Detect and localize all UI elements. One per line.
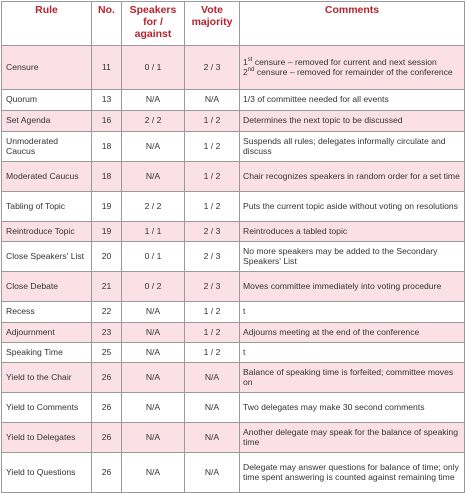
rule-cell: Tabling of Topic [2,192,92,222]
rule-cell: Yield to Delegates [2,423,92,453]
comment-cell: Another delegate may speak for the balance of speaking time [240,423,465,453]
number-cell: 20 [92,242,122,272]
vote-cell: 2 / 3 [185,272,240,302]
vote-cell: 1 / 2 [185,111,240,132]
vote-cell: 2 / 3 [185,46,240,90]
speakers-cell: 2 / 2 [122,111,185,132]
table-row [2,242,465,272]
speakers-cell: 0 / 2 [122,272,185,302]
header-speakers: Speakers for / against [122,2,185,46]
rule-cell: Moderated Caucus [2,162,92,192]
number-cell: 18 [92,132,122,162]
comment-cell: Determines the next topic to be discussed [240,111,465,132]
comment-cell: Balance of speaking time is forfeited; committee moves on [240,363,465,393]
number-cell: 11 [92,46,122,90]
table-row [2,423,465,453]
speakers-cell: 0 / 1 [122,46,185,90]
number-cell: 19 [92,192,122,222]
rule-cell: Yield to Comments [2,393,92,423]
speakers-cell: N/A [122,363,185,393]
rule-cell: Set Agenda [2,111,92,132]
number-cell: 23 [92,323,122,343]
rule-cell: Close Speakers' List [2,242,92,272]
table-row [2,111,465,132]
speakers-cell: N/A [122,423,185,453]
vote-cell: N/A [185,423,240,453]
table-row [2,272,465,302]
number-cell: 22 [92,302,122,323]
speakers-cell: N/A [122,90,185,111]
table-row [2,132,465,162]
rule-cell: Yield to the Chair [2,363,92,393]
vote-cell: N/A [185,393,240,423]
table-row [2,323,465,343]
number-cell: 18 [92,162,122,192]
table-row [2,302,465,323]
vote-cell: 1 / 2 [185,302,240,323]
comment-cell: 1/3 of committee needed for all events [240,90,465,111]
rule-cell: Recess [2,302,92,323]
vote-cell: 1 / 2 [185,323,240,343]
rule-cell: Close Debate [2,272,92,302]
table-row [2,343,465,363]
number-cell: 26 [92,453,122,493]
header-row [2,2,465,46]
speakers-cell: N/A [122,162,185,192]
table-row [2,393,465,423]
comment-cell: Moves committee immediately into voting procedure [240,272,465,302]
rule-cell: Reintroduce Topic [2,222,92,242]
table-row [2,90,465,111]
number-cell: 26 [92,393,122,423]
rule-cell: Speaking Time [2,343,92,363]
speakers-cell: N/A [122,453,185,493]
rule-cell: Unmoderated Caucus [2,132,92,162]
vote-cell: N/A [185,453,240,493]
comment-cell: Two delegates may make 30 second comments [240,393,465,423]
table-row [2,222,465,242]
speakers-cell: N/A [122,323,185,343]
number-cell: 21 [92,272,122,302]
comment-cell: Adjourns meeting at the end of the conference [240,323,465,343]
number-cell: 19 [92,222,122,242]
vote-cell: N/A [185,90,240,111]
speakers-cell: 2 / 2 [122,192,185,222]
speakers-cell: N/A [122,393,185,423]
rule-cell: Yield to Questions [2,453,92,493]
table-row [2,192,465,222]
speakers-cell: N/A [122,302,185,323]
comment-cell: Suspends all rules; delegates informally circulate and discuss [240,132,465,162]
comment-cell: No more speakers may be added to the Secondary Speakers' List [240,242,465,272]
header-vote-majority: Vote majority [185,2,240,46]
number-cell: 16 [92,111,122,132]
comment-cell: t [240,343,465,363]
number-cell: 26 [92,423,122,453]
vote-cell: 1 / 2 [185,343,240,363]
vote-cell: 2 / 3 [185,242,240,272]
speakers-cell: 0 / 1 [122,242,185,272]
comment-cell: Reintroduces a tabled topic [240,222,465,242]
rule-cell: Quorum [2,90,92,111]
rule-cell: Adjournment [2,323,92,343]
vote-cell: 1 / 2 [185,162,240,192]
vote-cell: 1 / 2 [185,132,240,162]
comment-cell: Puts the current topic aside without voting on resolutions [240,192,465,222]
number-cell: 25 [92,343,122,363]
table-row [2,46,465,90]
vote-cell: N/A [185,363,240,393]
header-comments: Comments [240,2,465,46]
comment-cell: Delegate may answer questions for balance of time; only time spent answering is counted against remaining time [240,453,465,493]
speakers-cell: 1 / 1 [122,222,185,242]
comment-cell: 1st censure – removed for current and next session 2nd censure – removed for remainder of the conference [240,46,465,90]
comment-cell: t [240,302,465,323]
speakers-cell: N/A [122,343,185,363]
rules-table [1,1,465,493]
header-number: No. [92,2,122,46]
table-row [2,162,465,192]
rule-cell: Censure [2,46,92,90]
speakers-cell: N/A [122,132,185,162]
table-row [2,363,465,393]
header-rule: Rule [2,2,92,46]
vote-cell: 2 / 3 [185,222,240,242]
number-cell: 13 [92,90,122,111]
vote-cell: 1 / 2 [185,192,240,222]
rules-table-container [1,1,465,493]
comment-cell: Chair recognizes speakers in random order for a set time [240,162,465,192]
number-cell: 26 [92,363,122,393]
